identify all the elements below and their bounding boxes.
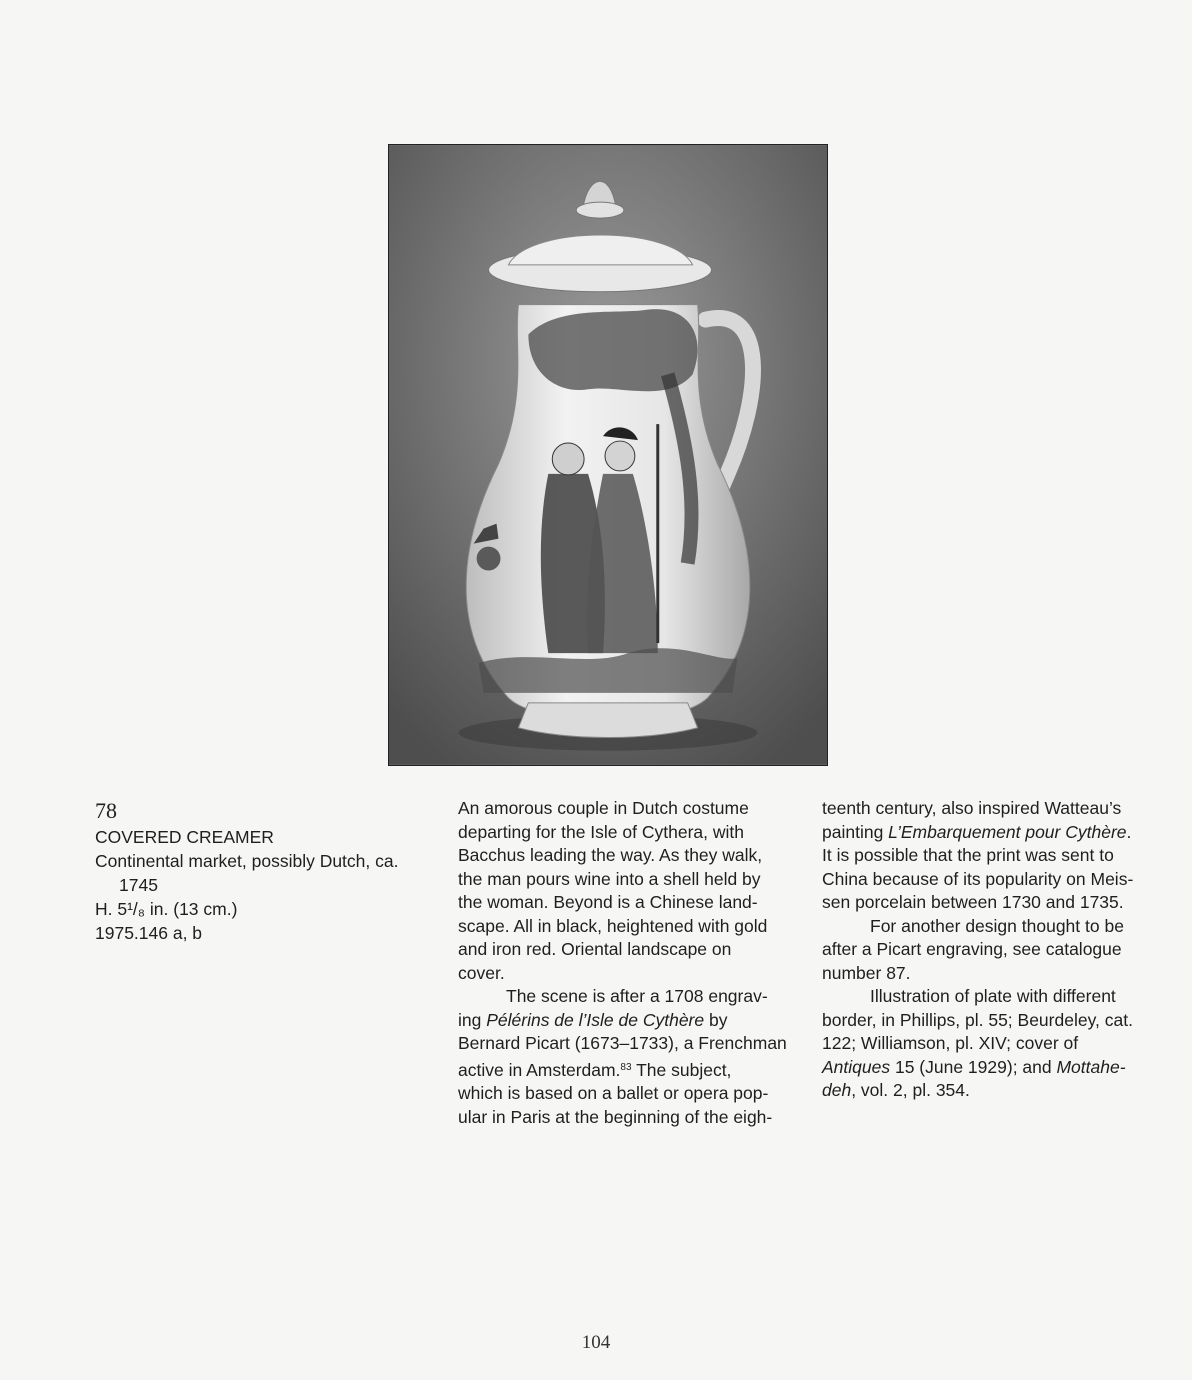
entry-height: H. 5¹/₈ in. (13 cm.) [95, 899, 238, 919]
entry-origin-line2: 1745 [119, 875, 158, 895]
covered-creamer-image [389, 145, 827, 765]
text-line: An amorous couple in Dutch costume [458, 798, 749, 818]
text-line: number 87. [822, 962, 911, 983]
title-italic: L’Embarquement pour Cythère [888, 821, 1127, 842]
text-fragment: 15 (June 1929); and [890, 1056, 1057, 1077]
title-italic: Antiques [822, 1056, 891, 1077]
creamer-photo [388, 144, 828, 766]
text-line: the woman. Beyond is a Chinese land- [458, 892, 758, 912]
text-line: 122; Williamson, pl. XIV; cover of [822, 1033, 1079, 1053]
text-column-2 [822, 797, 1142, 1103]
paragraph-1 [458, 797, 778, 985]
text-line: It is possible that the print was sent to [822, 845, 1114, 865]
text-line: China because of its popularity on Meis- [822, 868, 1134, 889]
text-fragment: ing [458, 1009, 487, 1030]
text-fragment: The subject, [631, 1059, 732, 1080]
footnote-ref: 83 [620, 1061, 632, 1073]
entry-title: COVERED CREAMER [95, 827, 274, 847]
text-line: Illustration of plate with different [870, 986, 1116, 1006]
text-line: sen porcelain between 1730 and 1735. [822, 892, 1124, 912]
title-italic: Pélérins de l’Isle de Cythère [486, 1009, 705, 1030]
text-column-1 [458, 797, 787, 1129]
text-line: border, in Phillips, pl. 55; Beurdeley, cat. [822, 1009, 1133, 1030]
paragraph-2 [458, 985, 787, 1129]
text-line: which is based on a ballet or opera pop- [458, 1083, 769, 1103]
title-italic: Mottahe- [1056, 1056, 1126, 1077]
text-line: cover. [458, 962, 505, 983]
text-line: The scene is after a 1708 engrav- [506, 986, 768, 1006]
title-italic: deh [822, 1080, 852, 1100]
text-line: the man pours wine into a shell held by [458, 868, 761, 889]
text-fragment: active in Amsterdam. [458, 1059, 621, 1080]
text-line: ular in Paris at the beginning of the eigh- [458, 1106, 773, 1127]
text-line: departing for the Isle of Cythera, with [458, 821, 744, 842]
text-fragment: by [704, 1009, 728, 1030]
text-fragment: , vol. 2, pl. 354. [851, 1080, 970, 1100]
text-line: Bacchus leading the way. As they walk, [458, 845, 763, 865]
entry-origin-line1: Continental market, possibly Dutch, ca. [95, 851, 399, 871]
text-line: scape. All in black, heightened with gold [458, 915, 768, 936]
text-fragment: painting [822, 821, 889, 842]
text-line: For another design thought to be [870, 915, 1124, 936]
paragraph-4 [822, 915, 1142, 986]
text-line: and iron red. Oriental landscape on [458, 939, 732, 959]
catalogue-entry [95, 797, 415, 945]
page-number: 104 [581, 1332, 611, 1353]
paragraph-3 [822, 797, 1142, 915]
text-fragment: . [1126, 821, 1132, 842]
text-line: after a Picart engraving, see catalogue [822, 939, 1122, 959]
text-line: Bernard Picart (1673–1733), a Frenchman [458, 1033, 787, 1053]
entry-accession: 1975.146 a, b [95, 923, 203, 943]
paragraph-5 [822, 985, 1142, 1103]
entry-number: 78 [95, 798, 117, 823]
text-line: teenth century, also inspired Watteau’s [822, 798, 1122, 818]
